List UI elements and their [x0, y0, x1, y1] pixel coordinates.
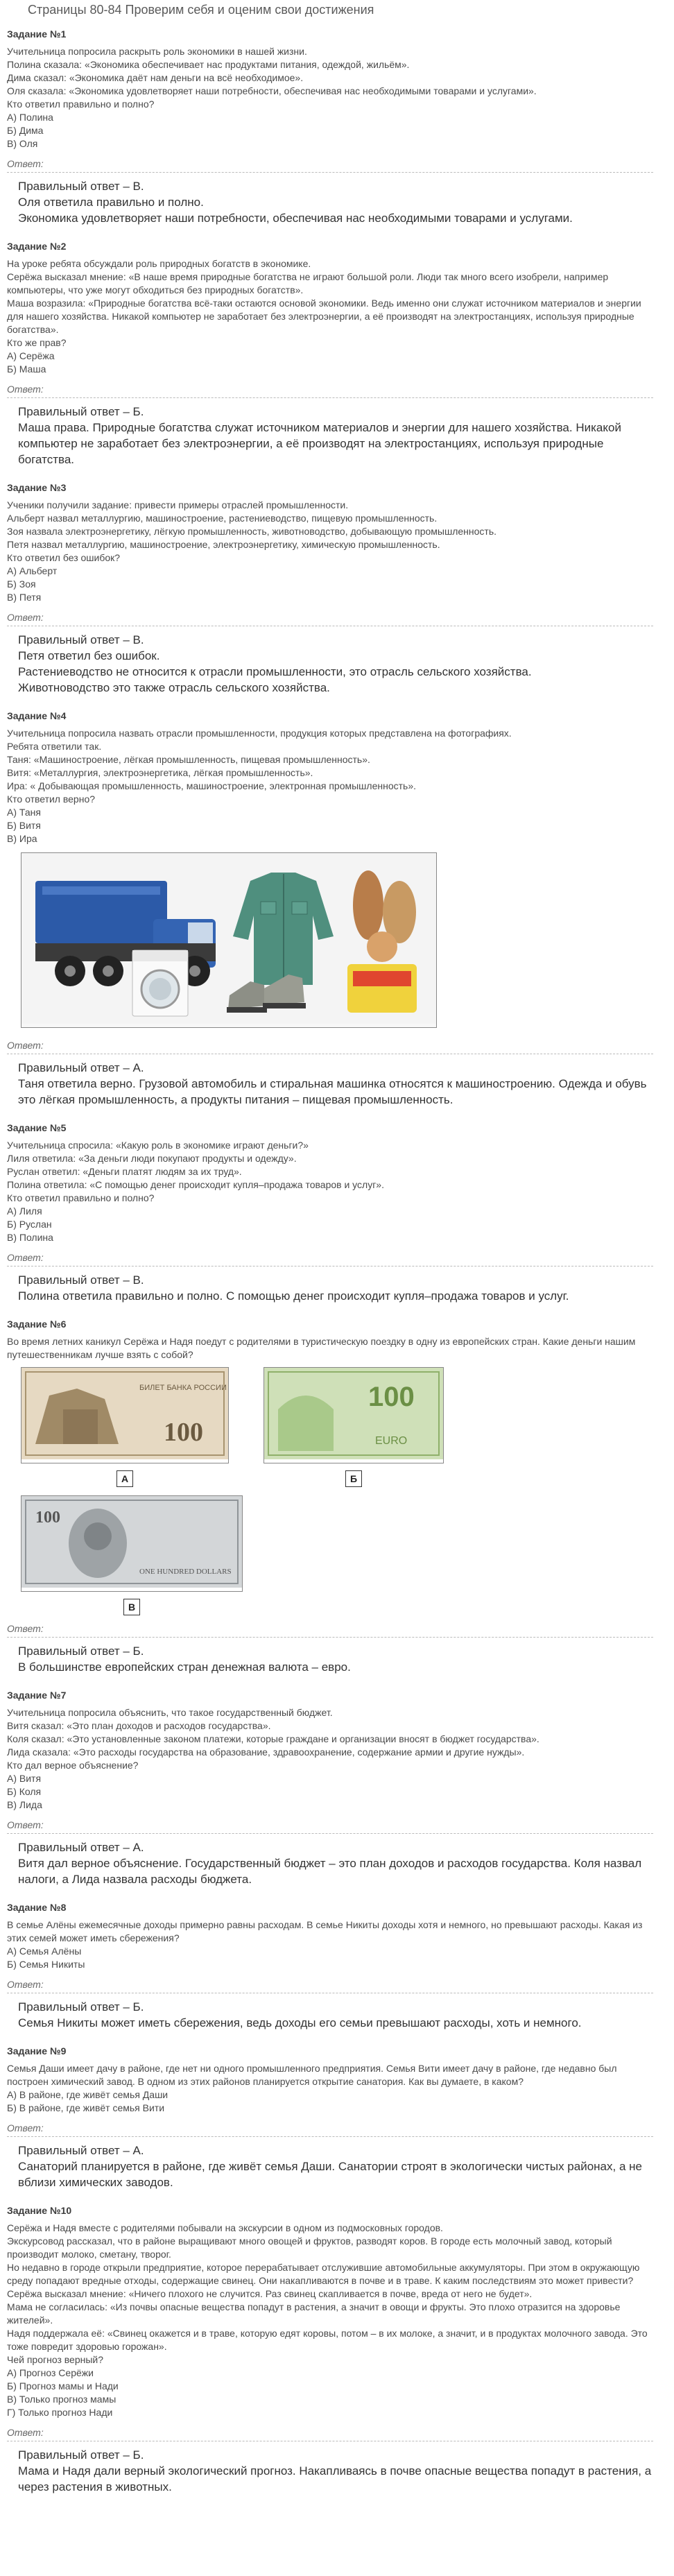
ruble-banknote-image: [21, 1367, 229, 1463]
option-line: А) Серёжа: [7, 350, 55, 361]
question-line: Ребята ответили так.: [7, 741, 102, 752]
option-line: А) Альберт: [7, 565, 58, 576]
answer-line: Экономика удовлетворяет наши потребности, обеспечивая нас необходимыми товарами и услугами.: [18, 212, 573, 225]
option-line: Б) Зоя: [7, 578, 36, 590]
question-line: Кто ответил правильно и полно?: [7, 1192, 155, 1203]
answer-label: Ответ:: [7, 1819, 653, 1834]
task-title: Задание №2: [7, 241, 67, 252]
answer-box: [7, 1993, 653, 2035]
option-line: В) Оля: [7, 138, 38, 149]
banknote-option-b: [263, 1367, 444, 1487]
answer-line: Правильный ответ – В.: [18, 180, 144, 193]
option-line: А) В районе, где живёт семья Даши: [7, 2089, 168, 2100]
option-line: В) Только прогноз мамы: [7, 2394, 116, 2405]
question-line: Полина сказала: «Экономика обеспечивает нас продуктами питания, одеждой, жильём».: [7, 59, 410, 70]
question-line: Надя поддержала её: «Свинец окажется и в траве, которую едят коровы, потом – в их молоке, а значит, и в продуктах молочного завода. Это тоже повредит здоровью горожан».: [7, 2328, 648, 2352]
question-line: Альберт назвал металлургию, машиностроение, растениеводство, пищевую промышленность.: [7, 513, 438, 524]
banknote-option-a: [21, 1367, 229, 1487]
svg-text:ONE HUNDRED DOLLARS: ONE HUNDRED DOLLARS: [139, 1568, 232, 1576]
task-6: [7, 1318, 653, 1679]
task-8: [7, 1901, 653, 2035]
question-line: Учительница спросила: «Какую роль в экономике играют деньги?»: [7, 1140, 309, 1151]
answer-label: Ответ:: [7, 2122, 653, 2137]
question-line: Но недавно в городе открыли предприятие, которое перерабатывает отслужившие автомобильные аккумуляторы. При этом в окружающую среду попадают вредные отходы, содержащие свинец. Они накапливаются в почве и в траве. К каким последствиям это может привести?: [7, 2262, 640, 2286]
option-line: А) Полина: [7, 112, 53, 123]
question-line: Учительница попросила назвать отрасли промышленности, продукция которых представлена на фотографиях.: [7, 728, 512, 739]
answer-line: Правильный ответ – Б.: [18, 2448, 144, 2462]
answer-line: Правильный ответ – В.: [18, 633, 144, 646]
task-10: [7, 2204, 653, 2499]
task-title: Задание №4: [7, 710, 67, 721]
answer-box: [7, 626, 653, 700]
answer-box: [7, 1054, 653, 1112]
question-line: Витя: «Металлургия, электроэнергетика, лёгкая промышленность».: [7, 767, 313, 778]
option-line: Б) Дима: [7, 125, 44, 136]
answer-box: [7, 398, 653, 472]
option-line: А) Прогноз Серёжи: [7, 2367, 94, 2378]
question-line: Таня: «Машиностроение, лёгкая промышленность, пищевая промышленность».: [7, 754, 370, 765]
question-line: Кто ответил без ошибок?: [7, 552, 121, 563]
option-line: Б) Руслан: [7, 1219, 52, 1230]
label-b: Б: [345, 1470, 362, 1487]
answer-line: Правильный ответ – В.: [18, 1273, 144, 1287]
option-line: Б) Прогноз мамы и Нади: [7, 2380, 119, 2392]
answer-label: Ответ:: [7, 157, 653, 173]
answer-line: Петя ответил без ошибок.: [18, 649, 160, 662]
question-line: Учительница попросила раскрыть роль экономики в нашей жизни.: [7, 46, 307, 57]
task-title: Задание №3: [7, 482, 67, 493]
answer-line: Полина ответила правильно и полно. С помощью денег происходит купля–продажа товаров и услуг.: [18, 1289, 569, 1303]
task-title: Задание №7: [7, 1690, 67, 1701]
answer-line: Маша права. Природные богатства служат источником материалов и энергии для нашего хозяйства. Никакой компьютер не заработает без электроэнергии, а её производят на электростанциях, используя природные богатства.: [18, 421, 621, 466]
question-line: Семья Даши имеет дачу в районе, где нет ни одного промышленного предприятия. Семья Вити имеет дачу в районе, где недавно был построен химический завод. В одном из этих районов планируется открытие санатория. Как вы думаете, в каком?: [7, 2063, 617, 2087]
question-line: Чей прогноз верный?: [7, 2354, 104, 2365]
option-line: В) Ира: [7, 833, 37, 844]
task-4: [7, 710, 653, 1112]
question-line: Серёжа и Надя вместе с родителями побывали на экскурсии в одном из подмосковных городов.: [7, 2222, 443, 2233]
option-line: Г) Только прогноз Нади: [7, 2407, 113, 2418]
washing-machine-image: [132, 950, 188, 1016]
option-line: Б) Семья Никиты: [7, 1959, 85, 1970]
answer-box: [7, 173, 653, 230]
products-illustration: [21, 853, 436, 1024]
answer-label: Ответ:: [7, 1978, 653, 1993]
question-line: Лида сказала: «Это расходы государства на образование, здравоохранение, содержание армии и другие нужды».: [7, 1746, 525, 1758]
task-9: [7, 2045, 653, 2195]
banknotes-row-2: [21, 1495, 653, 1615]
option-line: Б) Коля: [7, 1786, 42, 1797]
option-line: Б) Маша: [7, 363, 46, 375]
question-line: Экскурсовод рассказал, что в районе выращивают много овощей и фруктов, разводят коров. В городе есть молочный завод, который производит молоко, сметану, творог.: [7, 2235, 612, 2260]
answer-label: Ответ:: [7, 1622, 653, 1638]
question-line: Во время летних каникул Серёжа и Надя поедут с родителями в туристическую поездку в одну из европейских стран. Какие деньги нашим путешественникам лучше взять с собой?: [7, 1336, 636, 1360]
question-line: Полина ответила: «С помощью денег происходит купля–продажа товаров и услуг».: [7, 1179, 384, 1190]
question-line: Лиля ответила: «За деньги люди покупают продукты и одежду».: [7, 1153, 297, 1164]
answer-line: Животноводство это также отрасль сельского хозяйства.: [18, 681, 330, 694]
option-line: Б) В районе, где живёт семья Вити: [7, 2102, 165, 2113]
answer-line: Санаторий планируется в районе, где живёт семья Даши. Санатории строят в экологически чистых районах, а не вблизи химических заводов.: [18, 2160, 642, 2189]
option-line: Б) Витя: [7, 820, 41, 831]
answer-line: Растениеводство не относится к отрасли промышленности, это отрасль сельского хозяйства.: [18, 665, 532, 678]
question-line: Кто же прав?: [7, 337, 67, 348]
answer-label: Ответ:: [7, 1039, 653, 1054]
option-line: А) Семья Алёны: [7, 1946, 82, 1957]
option-line: А) Витя: [7, 1773, 42, 1784]
answer-line: Правильный ответ – Б.: [18, 2000, 144, 2013]
answer-label: Ответ:: [7, 383, 653, 398]
task-title: Задание №9: [7, 2045, 67, 2056]
answer-box: [7, 1638, 653, 1679]
label-a: А: [116, 1470, 133, 1487]
question-line: Кто ответил верно?: [7, 793, 96, 805]
option-line: В) Лида: [7, 1799, 42, 1810]
answer-line: Семья Никиты может иметь сбережения, ведь доходы его семьи превышают расходы, хоть и немного.: [18, 2016, 582, 2029]
banknote-option-c: [21, 1495, 243, 1615]
question-line: Кто дал верное объяснение?: [7, 1760, 139, 1771]
answer-line: Правильный ответ – Б.: [18, 405, 144, 418]
answer-line: Правильный ответ – А.: [18, 1061, 144, 1074]
task-7: [7, 1689, 653, 1891]
task-title: Задание №6: [7, 1319, 67, 1330]
question-line: Кто ответил правильно и полно?: [7, 98, 155, 110]
answer-line: Таня ответила верно. Грузовой автомобиль и стиральная машинка относятся к машиностроению. Одежда и обувь это лёгкая промышленность, а продукты питания – пищевая промышленность.: [18, 1077, 647, 1106]
answer-box: [7, 1834, 653, 1891]
question-line: Мама не согласилась: «Из почвы опасные вещества попадут в растения, а значит в овощи и фрукты. Это плохо отразится на здоровье жителей».: [7, 2301, 621, 2326]
task-1: [7, 28, 653, 230]
euro-banknote-image: [263, 1367, 444, 1463]
option-line: В) Полина: [7, 1232, 53, 1243]
question-line: На уроке ребята обсуждали роль природных богатств в экономике.: [7, 258, 311, 269]
task-2: [7, 240, 653, 472]
svg-text:БИЛЕТ БАНКА РОССИИ: БИЛЕТ БАНКА РОССИИ: [139, 1384, 227, 1392]
task-title: Задание №1: [7, 28, 67, 40]
answer-box: [7, 2137, 653, 2195]
task-5: [7, 1122, 653, 1308]
task-3: [7, 481, 653, 700]
answer-line: Правильный ответ – А.: [18, 2144, 144, 2157]
question-line: Оля сказала: «Экономика удовлетворяет наши потребности, обеспечивая нас необходимыми товарами и услугами».: [7, 85, 537, 96]
answer-line: Витя дал верное объяснение. Государственный бюджет – это план доходов и расходов государства. Коля назвал налоги, а Лида назвала расходы бюджета.: [18, 1857, 642, 1886]
question-line: Серёжа высказал мнение: «В наше время природные богатства не играют большой роли. Люди так много всего изобрели, например компьютеры, что уже могут обходиться без природных богатств».: [7, 271, 609, 295]
svg-text:EURO: EURO: [375, 1435, 408, 1447]
question-line: Петя назвал металлургию, машиностроение, электроэнергетику, химическую промышленность.: [7, 539, 440, 550]
question-line: Ира: « Добывающая промышленность, машиностроение, электронная промышленность».: [7, 780, 417, 791]
label-c: В: [123, 1599, 140, 1615]
question-line: В семье Алёны ежемесячные доходы примерно равны расходам. В семье Никиты доходы хотя и немного, но превышают расходы. Какая из этих семей может иметь сбережения?: [7, 1919, 643, 1943]
question-line: Серёжа высказал мнение: «Ничего плохого не случится. Раз свинец скапливается в почве, вреда от него не будет».: [7, 2288, 533, 2299]
option-line: В) Петя: [7, 592, 42, 603]
answer-box: [7, 1266, 653, 1308]
task-title: Задание №10: [7, 2205, 72, 2216]
page-title: Страницы 80-84 Проверим себя и оценим свои достижения: [28, 3, 374, 17]
answer-label: Ответ:: [7, 1251, 653, 1266]
answer-line: Мама и Надя дали верный экологический прогноз. Накапливаясь в почве опасные вещества попадут в растения, а через растения в животных.: [18, 2464, 652, 2493]
answer-label: Ответ:: [7, 2426, 653, 2441]
question-line: Учительница попросила объяснить, что такое государственный бюджет.: [7, 1707, 333, 1718]
answer-line: Оля ответила правильно и полно.: [18, 196, 204, 209]
question-line: Дима сказал: «Экономика даёт нам деньги на всё необходимое».: [7, 72, 304, 83]
task-title: Задание №5: [7, 1122, 67, 1133]
svg-text:100: 100: [368, 1382, 415, 1412]
option-line: А) Таня: [7, 807, 41, 818]
question-line: Маша возразила: «Природные богатства всё-таки остаются основой экономики. Ведь именно они служат источником материалов и энергии для нашего хозяйства. Никакой компьютер не заработает без электроэнергии, а её производят на электростанциях, используя природные богатства».: [7, 298, 641, 335]
answer-label: Ответ:: [7, 611, 653, 626]
products-photo: [21, 852, 437, 1028]
dollar-banknote-image: [21, 1495, 243, 1592]
answer-line: Правильный ответ – Б.: [18, 1645, 144, 1658]
question-line: Зоя назвала электроэнергетику, лёгкую промышленность, животноводство, добывающую промышленность.: [7, 526, 497, 537]
question-line: Руслан ответил: «Деньги платят людям за их труд».: [7, 1166, 242, 1177]
answer-box: [7, 2441, 653, 2499]
task-title: Задание №8: [7, 1902, 67, 1913]
question-line: Коля сказал: «Это установленные законом платежи, которые граждане и организации вносят в бюджет государства».: [7, 1733, 539, 1744]
answer-line: Правильный ответ – А.: [18, 1841, 144, 1854]
question-line: Ученики получили задание: привести примеры отраслей промышленности.: [7, 499, 349, 510]
svg-text:100: 100: [164, 1418, 203, 1447]
banknotes-row: [21, 1367, 653, 1487]
option-line: А) Лиля: [7, 1205, 42, 1217]
answer-line: В большинстве европейских стран денежная валюта – евро.: [18, 1660, 351, 1674]
question-line: Витя сказал: «Это план доходов и расходов государства».: [7, 1720, 271, 1731]
svg-text:100: 100: [35, 1509, 60, 1527]
